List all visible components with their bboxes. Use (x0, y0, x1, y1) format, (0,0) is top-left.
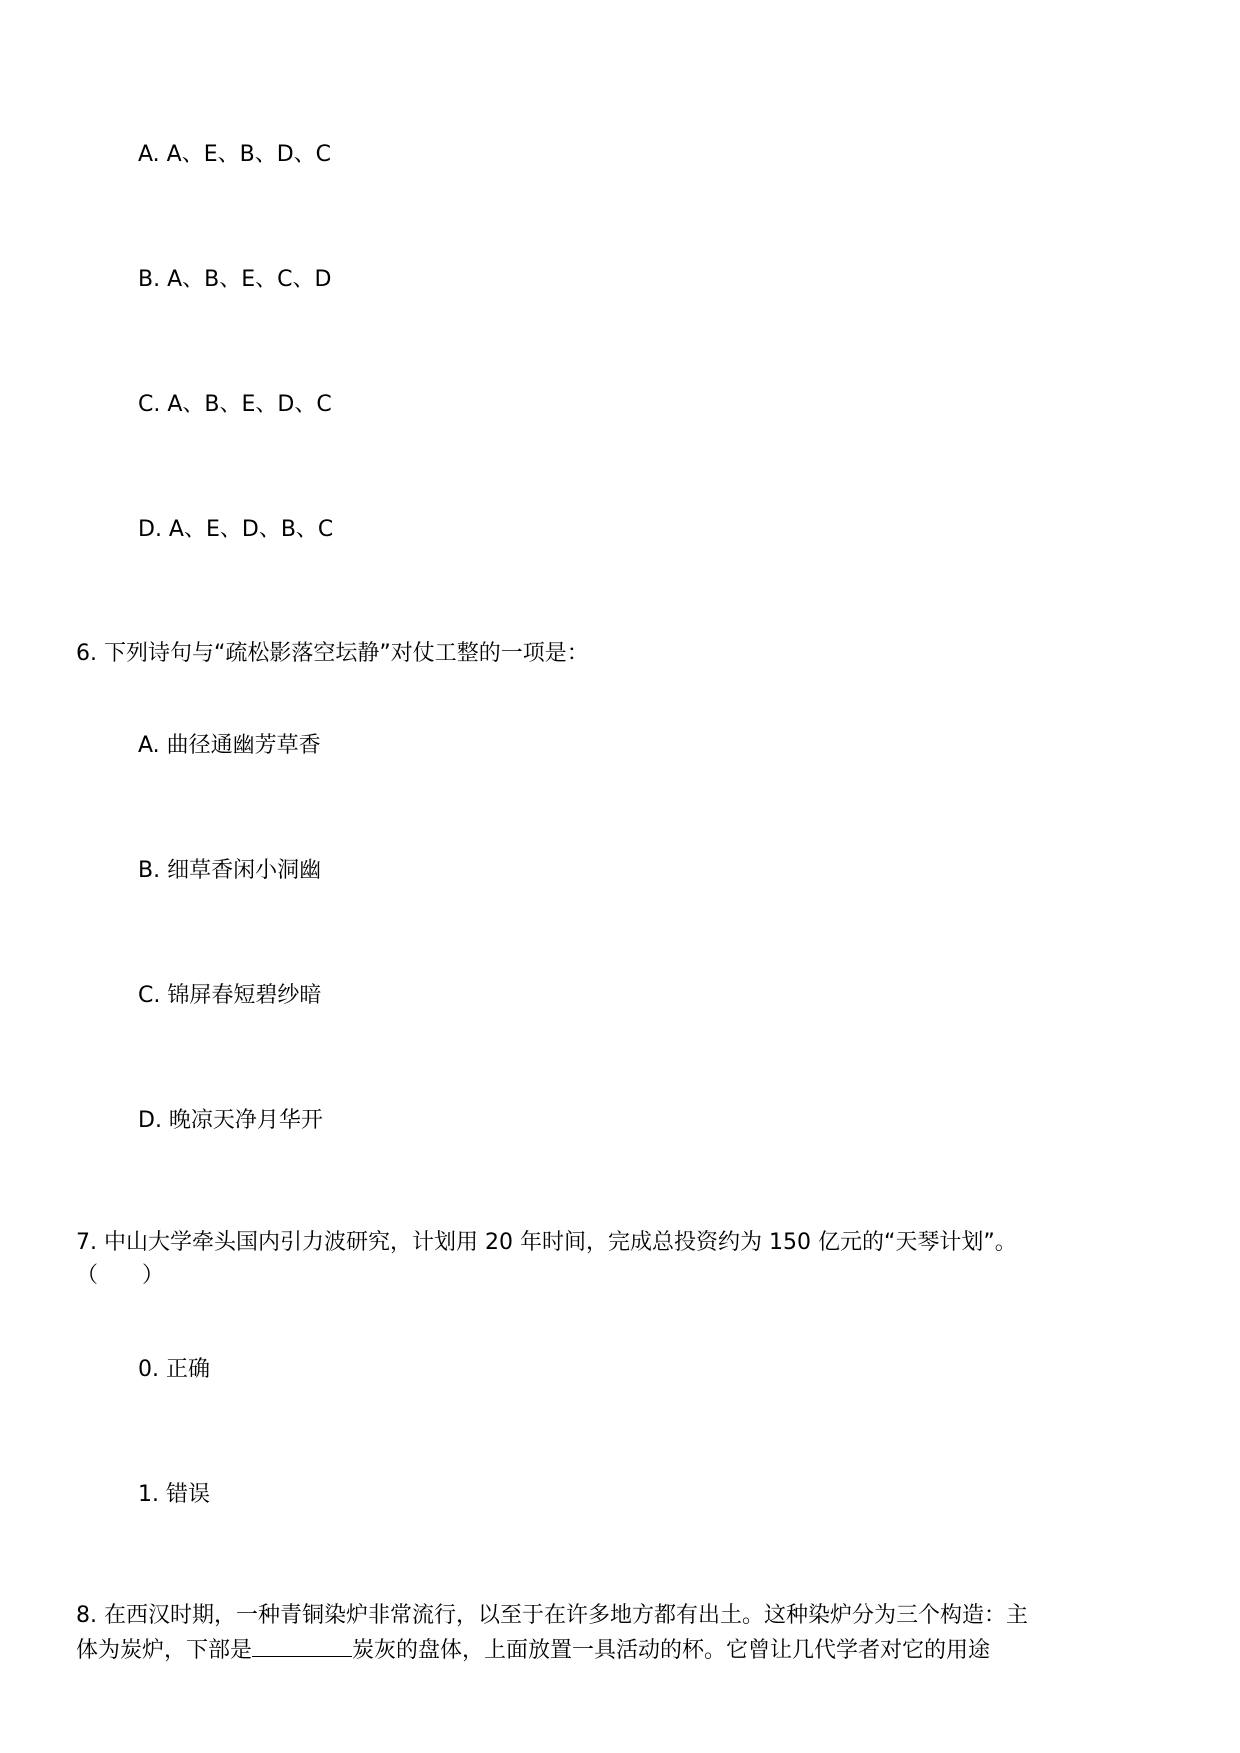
q6-option-c: C. 锦屏春短碧纱暗 (138, 983, 322, 1008)
q6-stem: 6. 下列诗句与“疏松影落空坛静”对仗工整的一项是： (76, 641, 589, 666)
q7-stem-line1: 7. 中山大学牵头国内引力波研究，计划用 20 年时间，完成总投资约为 150 亿元的“天琴计划”。 (76, 1230, 1017, 1255)
fill-in-blank (252, 1634, 352, 1657)
q5-option-a: A. A、E、B、D、C (138, 142, 331, 167)
q7-option-0: 0. 正确 (138, 1357, 210, 1382)
q6-option-a: A. 曲径通幽芳草香 (138, 733, 321, 758)
q8-stem-line2-before: 体为炭炉，下部是 (76, 1638, 253, 1663)
q8-stem-line2 (76, 1634, 990, 1667)
q7-answer-parentheses: （ ） (76, 1263, 165, 1288)
q8-stem-line2-after: 炭灰的盘体，上面放置一具活动的杯。它曾让几代学者对它的用途 (352, 1638, 991, 1663)
q6-option-b: B. 细草香闲小洞幽 (138, 858, 322, 883)
q5-option-b: B. A、B、E、C、D (138, 267, 332, 292)
q8-stem-line1: 8. 在西汉时期，一种青铜染炉非常流行，以至于在许多地方都有出土。这种染炉分为三个构造：主 (76, 1603, 1028, 1628)
q6-option-d: D. 晚凉天净月华开 (138, 1108, 323, 1133)
q5-option-c: C. A、B、E、D、C (138, 392, 332, 417)
q7-option-1: 1. 错误 (138, 1482, 210, 1507)
q5-option-d: D. A、E、D、B、C (138, 517, 334, 542)
